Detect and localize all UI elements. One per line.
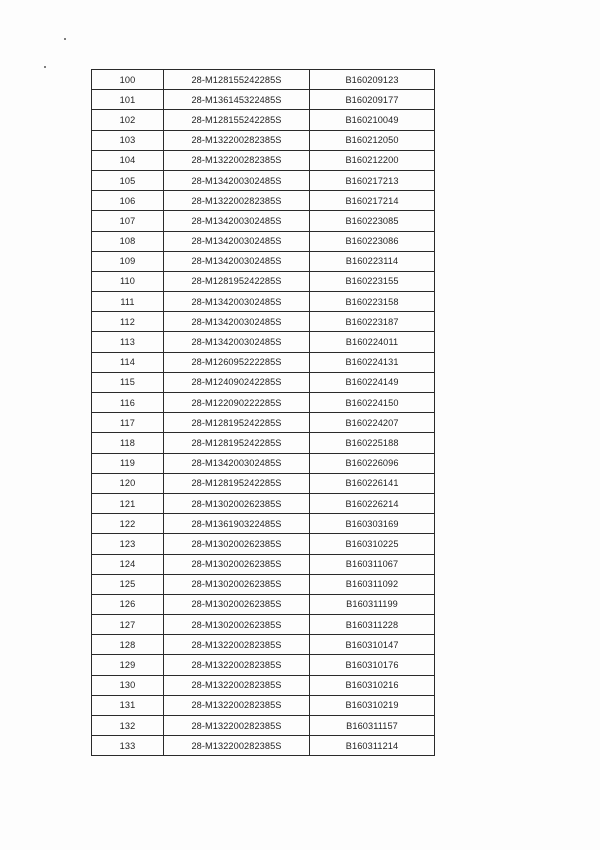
row-number: 129: [92, 655, 164, 675]
batch-code: B160224207: [310, 413, 435, 433]
table-row: [92, 453, 435, 473]
table-row: [92, 675, 435, 695]
table-row: [92, 211, 435, 231]
model-number: 28-M132200282385S: [164, 655, 310, 675]
table-row: [92, 534, 435, 554]
scan-speck: [44, 66, 46, 68]
batch-code: B160226141: [310, 473, 435, 493]
row-number: 105: [92, 170, 164, 190]
row-number: 100: [92, 70, 164, 90]
row-number: 121: [92, 493, 164, 513]
model-number: 28-M134200302485S: [164, 211, 310, 231]
table-row: [92, 433, 435, 453]
table-row: [92, 473, 435, 493]
model-number: 28-M136190322485S: [164, 514, 310, 534]
row-number: 119: [92, 453, 164, 473]
model-number: 28-M134200302485S: [164, 170, 310, 190]
model-number: 28-M132200282385S: [164, 191, 310, 211]
batch-code: B160217213: [310, 170, 435, 190]
row-number: 118: [92, 433, 164, 453]
table-row: [92, 554, 435, 574]
table-row: [92, 130, 435, 150]
model-number: 28-M134200302485S: [164, 332, 310, 352]
table-row: [92, 312, 435, 332]
table-row: [92, 393, 435, 413]
batch-code: B160311214: [310, 736, 435, 756]
model-number: 28-M134200302485S: [164, 231, 310, 251]
table-row: [92, 615, 435, 635]
model-number: 28-M132200282385S: [164, 695, 310, 715]
row-number: 108: [92, 231, 164, 251]
row-number: 123: [92, 534, 164, 554]
row-number: 114: [92, 352, 164, 372]
row-number: 106: [92, 191, 164, 211]
row-number: 116: [92, 393, 164, 413]
table-row: [92, 150, 435, 170]
model-number: 28-M134200302485S: [164, 312, 310, 332]
model-number: 28-M132200282385S: [164, 716, 310, 736]
row-number: 117: [92, 413, 164, 433]
table-row: [92, 352, 435, 372]
model-number: 28-M128155242285S: [164, 70, 310, 90]
batch-code: B160226096: [310, 453, 435, 473]
model-number: 28-M132200282385S: [164, 130, 310, 150]
row-number: 113: [92, 332, 164, 352]
row-number: 130: [92, 675, 164, 695]
model-number: 28-M124090242285S: [164, 372, 310, 392]
model-number: 28-M132200282385S: [164, 635, 310, 655]
table-row: [92, 332, 435, 352]
batch-code: B160311157: [310, 716, 435, 736]
row-number: 124: [92, 554, 164, 574]
scan-speck: [64, 38, 66, 40]
model-number: 28-M130200262385S: [164, 594, 310, 614]
row-number: 131: [92, 695, 164, 715]
batch-code: B160224131: [310, 352, 435, 372]
batch-code: B160303169: [310, 514, 435, 534]
model-number: 28-M128195242285S: [164, 271, 310, 291]
batch-code: B160310219: [310, 695, 435, 715]
model-number: 28-M134200302485S: [164, 453, 310, 473]
batch-code: B160224150: [310, 393, 435, 413]
row-number: 125: [92, 574, 164, 594]
row-number: 122: [92, 514, 164, 534]
row-number: 107: [92, 211, 164, 231]
model-number: 28-M136145322485S: [164, 90, 310, 110]
batch-code: B160310216: [310, 675, 435, 695]
table-row: [92, 635, 435, 655]
row-number: 126: [92, 594, 164, 614]
table-row: [92, 231, 435, 251]
row-number: 103: [92, 130, 164, 150]
table-row: [92, 736, 435, 756]
batch-code: B160209123: [310, 70, 435, 90]
table-row: [92, 191, 435, 211]
table-row: [92, 493, 435, 513]
model-number: 28-M128195242285S: [164, 473, 310, 493]
row-number: 115: [92, 372, 164, 392]
batch-code: B160217214: [310, 191, 435, 211]
model-number: 28-M128195242285S: [164, 413, 310, 433]
model-number: 28-M130200262385S: [164, 493, 310, 513]
batch-code: B160226214: [310, 493, 435, 513]
row-number: 128: [92, 635, 164, 655]
batch-code: B160212200: [310, 150, 435, 170]
batch-code: B160212050: [310, 130, 435, 150]
table-row: [92, 110, 435, 130]
row-number: 127: [92, 615, 164, 635]
table-row: [92, 70, 435, 90]
table-row: [92, 170, 435, 190]
batch-code: B160210049: [310, 110, 435, 130]
batch-code: B160223187: [310, 312, 435, 332]
batch-code: B160223114: [310, 251, 435, 271]
batch-code: B160223086: [310, 231, 435, 251]
row-number: 102: [92, 110, 164, 130]
batch-code: B160310147: [310, 635, 435, 655]
model-number: 28-M132200282385S: [164, 736, 310, 756]
row-number: 109: [92, 251, 164, 271]
model-number: 28-M134200302485S: [164, 251, 310, 271]
row-number: 133: [92, 736, 164, 756]
model-number: 28-M126095222285S: [164, 352, 310, 372]
model-number: 28-M130200262385S: [164, 554, 310, 574]
table-row: [92, 514, 435, 534]
batch-code: B160311067: [310, 554, 435, 574]
model-number: 28-M130200262385S: [164, 615, 310, 635]
model-number: 28-M132200282385S: [164, 150, 310, 170]
batch-code: B160224011: [310, 332, 435, 352]
table-row: [92, 695, 435, 715]
model-number: 28-M130200262385S: [164, 534, 310, 554]
model-number: 28-M130200262385S: [164, 574, 310, 594]
batch-code: B160310225: [310, 534, 435, 554]
batch-code: B160311228: [310, 615, 435, 635]
batch-code: B160223085: [310, 211, 435, 231]
table-row: [92, 574, 435, 594]
batch-code: B160225188: [310, 433, 435, 453]
table-row: [92, 292, 435, 312]
row-number: 111: [92, 292, 164, 312]
table-body: [92, 70, 435, 756]
model-number: 28-M122090222285S: [164, 393, 310, 413]
row-number: 112: [92, 312, 164, 332]
table-row: [92, 716, 435, 736]
batch-code: B160311092: [310, 574, 435, 594]
batch-code: B160223155: [310, 271, 435, 291]
row-number: 132: [92, 716, 164, 736]
data-table: [91, 69, 435, 756]
row-number: 101: [92, 90, 164, 110]
row-number: 110: [92, 271, 164, 291]
table-row: [92, 655, 435, 675]
batch-code: B160311199: [310, 594, 435, 614]
table-row: [92, 413, 435, 433]
model-number: 28-M132200282385S: [164, 675, 310, 695]
model-number: 28-M128155242285S: [164, 110, 310, 130]
batch-code: B160310176: [310, 655, 435, 675]
table-row: [92, 271, 435, 291]
row-number: 104: [92, 150, 164, 170]
row-number: 120: [92, 473, 164, 493]
table-row: [92, 90, 435, 110]
model-number: 28-M134200302485S: [164, 292, 310, 312]
batch-code: B160223158: [310, 292, 435, 312]
table-row: [92, 594, 435, 614]
table-row: [92, 372, 435, 392]
batch-code: B160209177: [310, 90, 435, 110]
batch-code: B160224149: [310, 372, 435, 392]
model-number: 28-M128195242285S: [164, 433, 310, 453]
table-row: [92, 251, 435, 271]
